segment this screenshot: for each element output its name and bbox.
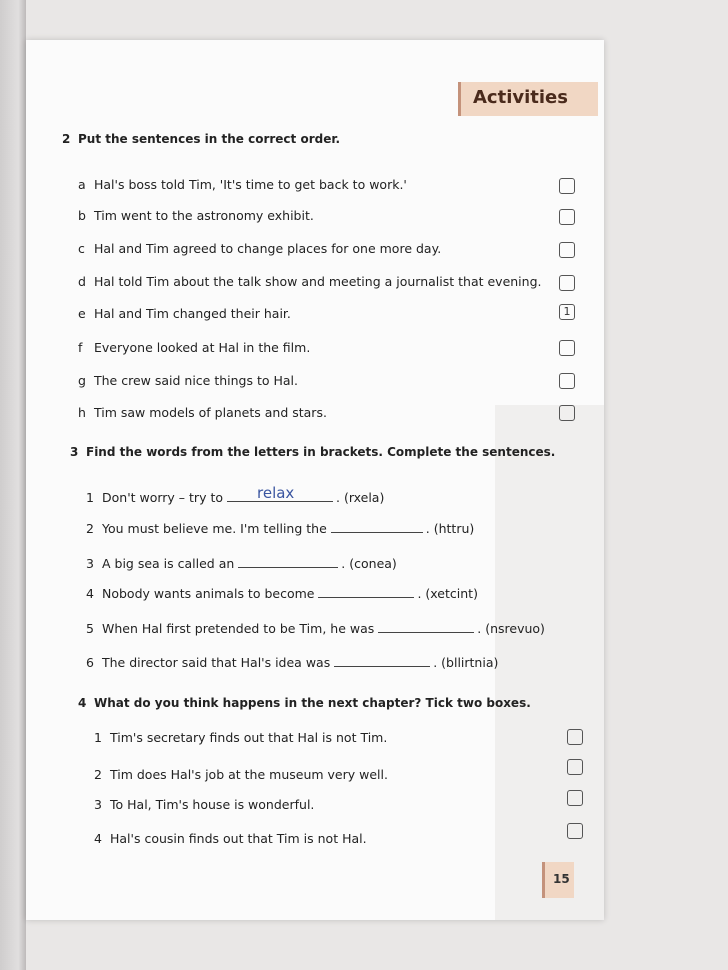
q4-item-3	[94, 797, 314, 812]
answer-box-h[interactable]	[559, 405, 575, 421]
q2-heading	[62, 132, 340, 146]
item-number: 1	[94, 730, 102, 745]
item-bracket: . (conea)	[341, 556, 397, 571]
item-letter: h	[78, 405, 86, 420]
section-banner	[458, 82, 598, 116]
item-number: 2	[94, 767, 102, 782]
item-letter: b	[78, 208, 86, 223]
tick-box-4[interactable]	[567, 823, 583, 839]
answer-blank[interactable]	[331, 520, 423, 533]
faded-side-column	[495, 405, 604, 920]
answer-box-d[interactable]	[559, 275, 575, 291]
item-number: 5	[86, 621, 94, 636]
item-letter: a	[78, 177, 86, 192]
q3-heading	[70, 445, 555, 459]
tick-box-2[interactable]	[567, 759, 583, 775]
item-text: Hal and Tim agreed to change places for one more day.	[94, 241, 442, 256]
answer-box-a[interactable]	[559, 178, 575, 194]
item-text: Don't worry – try to	[102, 490, 223, 505]
item-letter: e	[78, 306, 86, 321]
q3-instruction: Find the words from the letters in brackets. Complete the sentences.	[86, 445, 556, 459]
q4-instruction: What do you think happens in the next chapter? Tick two boxes.	[94, 696, 531, 710]
q2-item-e	[78, 306, 291, 321]
q2-item-b	[78, 208, 314, 223]
item-text: Everyone looked at Hal in the film.	[94, 340, 311, 355]
q3-number: 3	[70, 445, 79, 459]
q2-item-h	[78, 405, 327, 420]
tick-box-3[interactable]	[567, 790, 583, 806]
q4-item-1	[94, 730, 387, 745]
q2-item-f	[78, 340, 310, 355]
q3-item-2	[86, 520, 474, 536]
item-text: A big sea is called an	[102, 556, 235, 571]
q2-item-a	[78, 177, 407, 192]
item-bracket: . (rxela)	[336, 490, 385, 505]
item-number: 3	[94, 797, 102, 812]
item-number: 6	[86, 655, 94, 670]
q2-item-d	[78, 274, 542, 289]
item-text: Hal told Tim about the talk show and meeting a journalist that evening.	[94, 274, 542, 289]
answer-box-g[interactable]	[559, 373, 575, 389]
answer-box-e[interactable]: 1	[559, 304, 575, 320]
answer-box-f[interactable]	[559, 340, 575, 356]
q4-number: 4	[78, 696, 87, 710]
item-number: 2	[86, 521, 94, 536]
item-bracket: . (xetcint)	[417, 586, 478, 601]
section-title: Activities	[473, 87, 568, 108]
q4-heading	[78, 696, 531, 710]
q2-instruction: Put the sentences in the correct order.	[78, 132, 341, 146]
item-bracket: . (httru)	[425, 521, 475, 536]
item-number: 3	[86, 556, 94, 571]
q2-item-g	[78, 373, 298, 388]
q3-item-1	[86, 484, 385, 505]
item-text: You must believe me. I'm telling the	[102, 521, 327, 536]
answer-blank[interactable]	[238, 555, 338, 568]
item-text: Hal and Tim changed their hair.	[94, 306, 291, 321]
item-letter: g	[78, 373, 86, 388]
q3-item-5	[86, 620, 545, 636]
item-text: Hal's boss told Tim, 'It's time to get back to work.'	[94, 177, 407, 192]
item-text: Nobody wants animals to become	[102, 586, 315, 601]
item-text: Tim's secretary finds out that Hal is not Tim.	[110, 730, 388, 745]
q3-item-6	[86, 654, 498, 670]
item-letter: c	[78, 241, 85, 256]
item-text: Hal's cousin finds out that Tim is not Hal.	[110, 831, 367, 846]
item-number: 4	[94, 831, 102, 846]
item-text: Tim does Hal's job at the museum very well.	[110, 767, 388, 782]
page-number: 15	[553, 872, 570, 886]
facing-page-edge	[0, 0, 26, 970]
answer-blank[interactable]	[227, 484, 333, 502]
item-letter: d	[78, 274, 86, 289]
item-number: 1	[86, 490, 94, 505]
item-number: 4	[86, 586, 94, 601]
q4-item-2	[94, 767, 388, 782]
q2-number: 2	[62, 132, 71, 146]
item-text: When Hal first pretended to be Tim, he was	[102, 621, 375, 636]
answer-blank[interactable]	[318, 585, 414, 598]
handwritten-answer: relax	[257, 484, 295, 502]
item-bracket: . (bllirtnia)	[433, 655, 499, 670]
q4-item-4	[94, 831, 367, 846]
q2-item-c	[78, 241, 441, 256]
answer-box-c[interactable]	[559, 242, 575, 258]
q3-item-4	[86, 585, 478, 601]
item-text: To Hal, Tim's house is wonderful.	[110, 797, 315, 812]
item-text: The director said that Hal's idea was	[102, 655, 331, 670]
item-letter: f	[78, 340, 83, 355]
item-text: Tim saw models of planets and stars.	[94, 405, 327, 420]
tick-box-1[interactable]	[567, 729, 583, 745]
answer-blank[interactable]	[378, 620, 474, 633]
answer-blank[interactable]	[334, 654, 430, 667]
page-number-tab	[542, 862, 574, 898]
answer-box-b[interactable]	[559, 209, 575, 225]
item-text: The crew said nice things to Hal.	[94, 373, 298, 388]
q3-item-3	[86, 555, 397, 571]
item-text: Tim went to the astronomy exhibit.	[94, 208, 314, 223]
item-bracket: . (nsrevuo)	[477, 621, 545, 636]
